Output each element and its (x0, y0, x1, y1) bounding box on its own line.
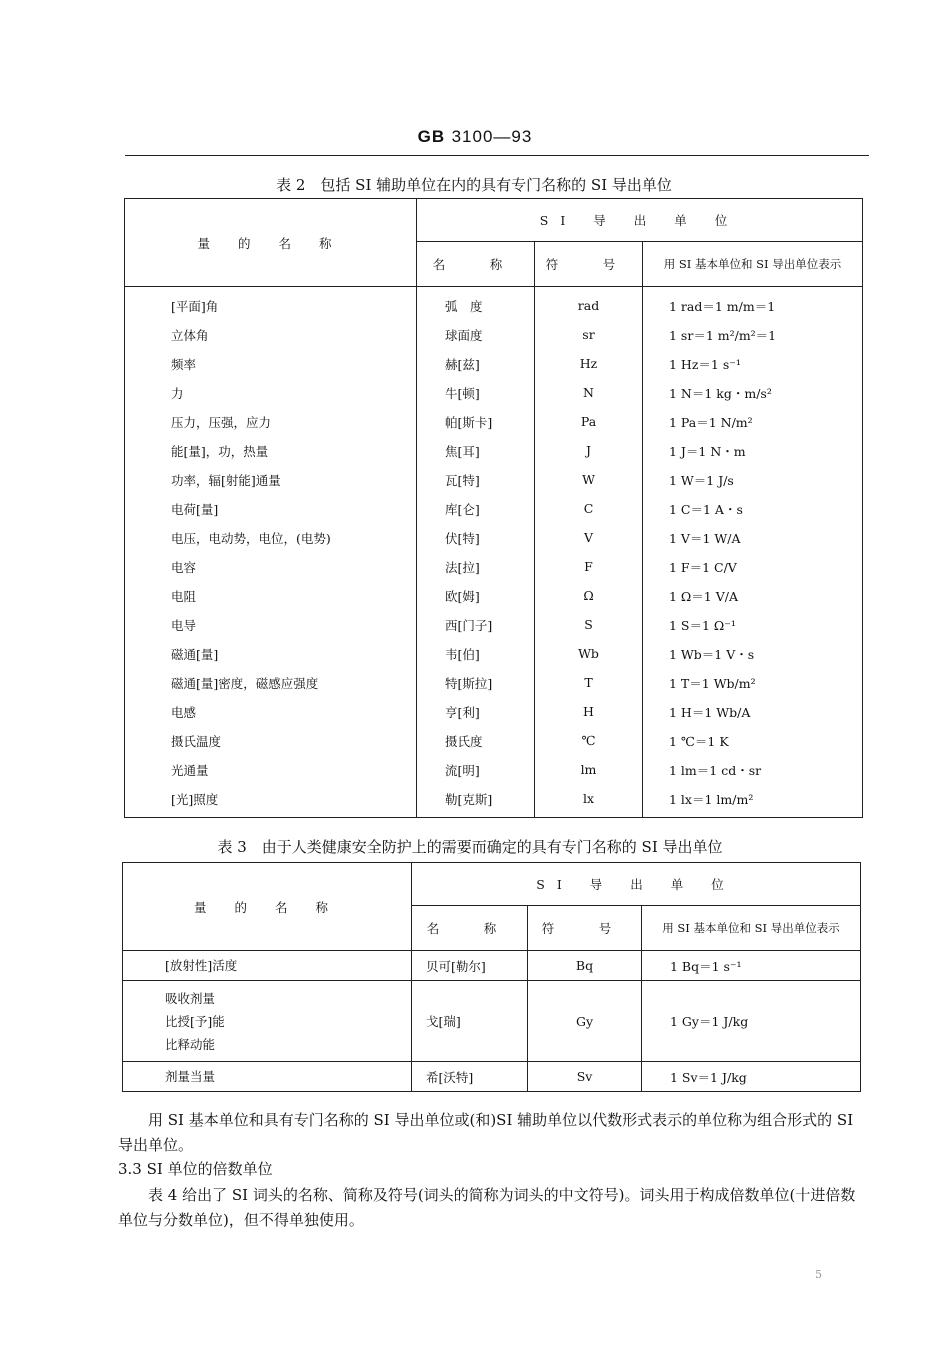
table2-name-cell: 伏[特] (417, 523, 535, 552)
table-row (125, 287, 863, 321)
table2-name-cell: 牛[顿] (417, 378, 535, 407)
section-number: 3.3 (118, 1160, 142, 1178)
section-heading (118, 1157, 863, 1182)
table2-quantity-cell: 电感 (125, 697, 417, 726)
table2-name-cell: 焦[耳] (417, 436, 535, 465)
table2-expr-cell: 1 Pa＝1 N/m² (643, 407, 863, 436)
table2-caption: 表 2 包括 SI 辅助单位在内的具有专门名称的 SI 导出单位 (276, 176, 672, 194)
table2-symbol-cell: sr (535, 320, 643, 349)
table2-expr-cell: 1 T＝1 Wb/m² (643, 668, 863, 697)
table2-expr-cell: 1 Hz＝1 s⁻¹ (643, 349, 863, 378)
table3-expr-cell: 1 Bq＝1 s⁻¹ (642, 951, 861, 981)
table2-symbol-cell: H (535, 697, 643, 726)
table2-name-cell: 弧 度 (417, 287, 535, 321)
page-number: 5 (815, 1268, 822, 1281)
table2-expr-cell: 1 F＝1 C/V (643, 552, 863, 581)
table-row (125, 726, 863, 755)
table2-expr-header: 用 SI 基本单位和 SI 导出单位表示 (643, 242, 863, 287)
table2 (124, 198, 863, 818)
table2-quantity-cell: 光通量 (125, 755, 417, 784)
table2-group-header: SI 导 出 单 位 (417, 199, 863, 242)
table-row (125, 784, 863, 818)
table2-quantity-cell: 磁通[量]密度，磁感应强度 (125, 668, 417, 697)
table2-expr-cell: 1 sr＝1 m²/m²＝1 (643, 320, 863, 349)
header-rule (125, 155, 869, 156)
table2-symbol-cell: V (535, 523, 643, 552)
table2-body (125, 287, 863, 818)
table3-name-cell: 贝可[勒尔] (412, 951, 528, 981)
table2-name-cell: 瓦[特] (417, 465, 535, 494)
table2-quantity-cell: 磁通[量] (125, 639, 417, 668)
table2-symbol-cell: rad (535, 287, 643, 321)
standard-code: 3100—93 (451, 127, 533, 146)
table3-quantity-cell: [放射性]活度 (123, 951, 412, 981)
quantity-line: 比授[予]能 (165, 1013, 225, 1029)
table2-name-header: 名 称 (417, 242, 535, 287)
table2-quantity-cell: 功率，辐[射能]通量 (125, 465, 417, 494)
table2-quantity-cell: 立体角 (125, 320, 417, 349)
table2-symbol-cell: Wb (535, 639, 643, 668)
table2-expr-cell: 1 H＝1 Wb/A (643, 697, 863, 726)
table-row (125, 755, 863, 784)
table2-symbol-cell: J (535, 436, 643, 465)
table2-expr-cell: 1 J＝1 N・m (643, 436, 863, 465)
table3-name-header: 名 称 (412, 906, 528, 951)
table3-symbol-cell: Gy (528, 981, 642, 1062)
table2-symbol-header: 符 号 (535, 242, 643, 287)
table-row (125, 610, 863, 639)
table2-expr-cell: 1 rad＝1 m/m＝1 (643, 287, 863, 321)
section-title: SI 单位的倍数单位 (146, 1160, 273, 1178)
table-row (125, 697, 863, 726)
table-row (125, 668, 863, 697)
table2-quantity-header: 量 的 名 称 (125, 199, 417, 287)
table3-quantity-header: 量 的 名 称 (123, 863, 412, 951)
table2-expr-cell: 1 N＝1 kg・m/s² (643, 378, 863, 407)
table2-symbol-cell: N (535, 378, 643, 407)
table2-symbol-cell: Hz (535, 349, 643, 378)
table2-expr-cell: 1 ℃＝1 K (643, 726, 863, 755)
quantity-line: 比释动能 (165, 1036, 216, 1052)
table3-symbol-cell: Bq (528, 951, 642, 981)
table3 (122, 862, 861, 1092)
table-row (125, 320, 863, 349)
table2-quantity-cell: 能[量]，功，热量 (125, 436, 417, 465)
table-row (125, 494, 863, 523)
table2-name-cell: 勒[克斯] (417, 784, 535, 818)
table2-symbol-cell: T (535, 668, 643, 697)
table2-name-cell: 库[仑] (417, 494, 535, 523)
table3-symbol-header: 符 号 (528, 906, 642, 951)
table2-expr-cell: 1 V＝1 W/A (643, 523, 863, 552)
table3-quantity-cell (123, 981, 412, 1062)
table2-symbol-cell: ℃ (535, 726, 643, 755)
table2-expr-cell: 1 Wb＝1 V・s (643, 639, 863, 668)
table-row (125, 552, 863, 581)
paragraph-prefixes: 表 4 给出了 SI 词头的名称、简称及符号(词头的简称为词头的中文符号)。词头用于构成倍数单位(十进倍数单位与分数单位)，但不得单独使用。 (118, 1186, 856, 1229)
table-row (125, 378, 863, 407)
table2-quantity-cell: 电阻 (125, 581, 417, 610)
table3-symbol-cell: Sv (528, 1062, 642, 1092)
table2-name-cell: 欧[姆] (417, 581, 535, 610)
table3-expr-cell: 1 Gy＝1 J/kg (642, 981, 861, 1062)
table2-quantity-cell: 摄氏温度 (125, 726, 417, 755)
table2-symbol-cell: S (535, 610, 643, 639)
table2-name-cell: 法[拉] (417, 552, 535, 581)
table-row (125, 639, 863, 668)
table2-name-cell: 特[斯拉] (417, 668, 535, 697)
table2-quantity-cell: 电导 (125, 610, 417, 639)
table3-expr-cell: 1 Sv＝1 J/kg (642, 1062, 861, 1092)
table2-quantity-cell: 电容 (125, 552, 417, 581)
table2-name-cell: 韦[伯] (417, 639, 535, 668)
table2-quantity-cell: 电压，电动势，电位，(电势) (125, 523, 417, 552)
table-row (125, 581, 863, 610)
table2-quantity-cell: 压力，压强，应力 (125, 407, 417, 436)
table2-expr-cell: 1 W＝1 J/s (643, 465, 863, 494)
table2-quantity-cell: 频率 (125, 349, 417, 378)
table2-quantity-cell: 力 (125, 378, 417, 407)
table2-name-cell: 赫[兹] (417, 349, 535, 378)
paragraph-composite-units: 用 SI 基本单位和具有专门名称的 SI 导出单位或(和)SI 辅助单位以代数形式表示的单位称为组合形式的 SI 导出单位。 (118, 1111, 854, 1154)
table2-symbol-cell: W (535, 465, 643, 494)
table2-name-cell: 摄氏度 (417, 726, 535, 755)
table2-quantity-cell: 电荷[量] (125, 494, 417, 523)
table-row (123, 981, 861, 1062)
table2-quantity-cell: [平面]角 (125, 287, 417, 321)
table2-name-cell: 西[门子] (417, 610, 535, 639)
table2-quantity-cell: [光]照度 (125, 784, 417, 818)
standard-header (0, 127, 950, 147)
table2-expr-cell: 1 lm＝1 cd・sr (643, 755, 863, 784)
table2-expr-cell: 1 Ω＝1 V/A (643, 581, 863, 610)
table2-expr-cell: 1 lx＝1 lm/m² (643, 784, 863, 818)
table2-expr-cell: 1 S＝1 Ω⁻¹ (643, 610, 863, 639)
table3-quantity-cell: 剂量当量 (123, 1062, 412, 1092)
table-row (125, 465, 863, 494)
table-row (123, 1062, 861, 1092)
table-row (125, 407, 863, 436)
quantity-line: 吸收剂量 (165, 990, 216, 1006)
table2-name-cell: 亨[利] (417, 697, 535, 726)
table-row (125, 523, 863, 552)
table2-symbol-cell: F (535, 552, 643, 581)
table2-name-cell: 流[明] (417, 755, 535, 784)
table2-symbol-cell: lm (535, 755, 643, 784)
table3-expr-header: 用 SI 基本单位和 SI 导出单位表示 (642, 906, 861, 951)
table3-name-cell: 戈[瑞] (412, 981, 528, 1062)
table2-symbol-cell: C (535, 494, 643, 523)
table2-name-cell: 帕[斯卡] (417, 407, 535, 436)
table2-name-cell: 球面度 (417, 320, 535, 349)
table2-expr-cell: 1 C＝1 A・s (643, 494, 863, 523)
table2-symbol-cell: Ω (535, 581, 643, 610)
table-row (125, 436, 863, 465)
table-row (123, 951, 861, 981)
table3-group-header: SI 导 出 单 位 (412, 863, 861, 906)
table2-symbol-cell: Pa (535, 407, 643, 436)
table-row (125, 349, 863, 378)
standard-prefix: GB (417, 127, 446, 146)
table3-caption: 表 3 由于人类健康安全防护上的需要而确定的具有专门名称的 SI 导出单位 (217, 838, 723, 856)
table2-symbol-cell: lx (535, 784, 643, 818)
table3-name-cell: 希[沃特] (412, 1062, 528, 1092)
